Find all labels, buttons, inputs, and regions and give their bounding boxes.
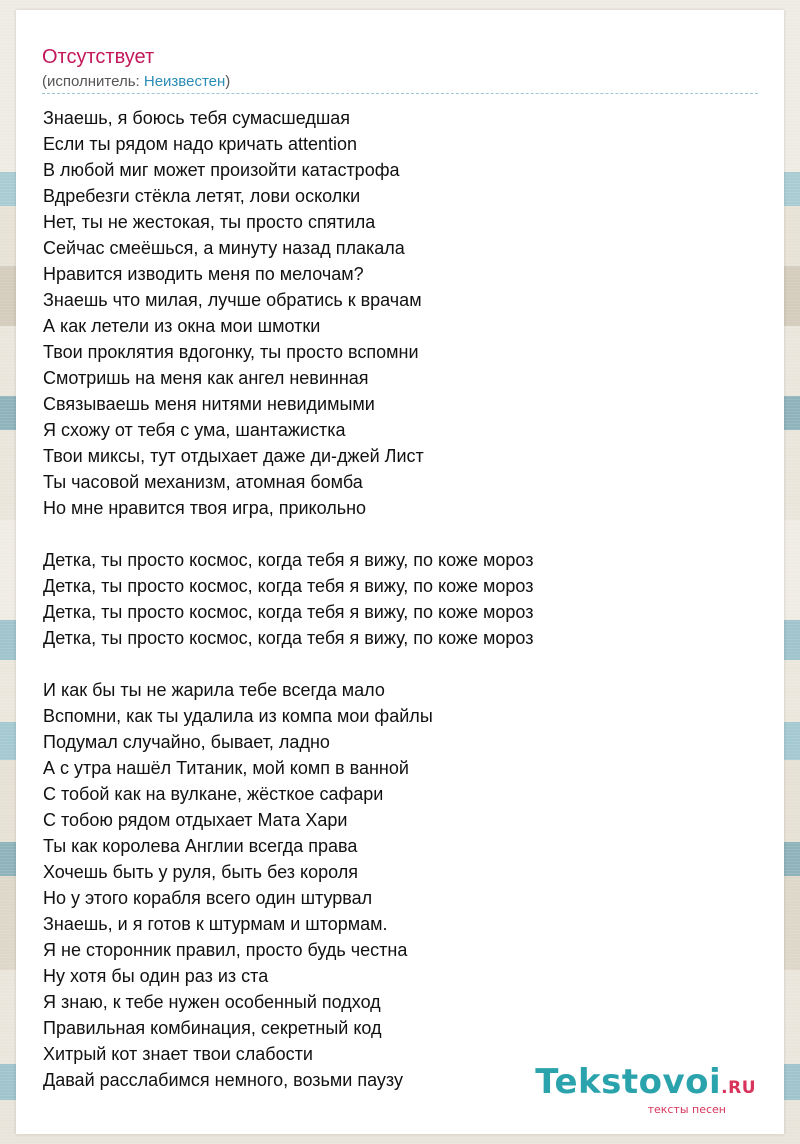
lyrics-blank-line <box>43 651 533 677</box>
lyrics-line: А с утра нашёл Титаник, мой комп в ванной <box>43 758 409 778</box>
lyrics-line: Нравится изводить меня по мелочам? <box>43 264 364 284</box>
lyrics-line: Вдребезги стёкла летят, лови осколки <box>43 186 361 206</box>
lyrics-line: Детка, ты просто космос, когда тебя я вижу, по коже мороз <box>43 628 534 648</box>
lyrics-line: Сейчас смеёшься, а минуту назад плакала <box>43 238 405 258</box>
lyrics-line: Я знаю, к тебе нужен особенный подход <box>43 992 381 1012</box>
lyrics-line: Детка, ты просто космос, когда тебя я вижу, по коже мороз <box>43 576 534 596</box>
lyrics-line: Связываешь меня нитями невидимыми <box>43 394 375 414</box>
lyrics-text <box>43 105 533 1093</box>
song-title: Отсутствует <box>42 46 155 68</box>
title-divider <box>42 93 758 94</box>
lyrics-line: Знаешь что милая, лучше обратись к врачам <box>43 290 422 310</box>
lyrics-line: Но у этого корабля всего один штурвал <box>43 888 373 908</box>
lyrics-line: Смотришь на меня как ангел невинная <box>43 368 369 388</box>
lyrics-line: Знаешь, и я готов к штурмам и штормам. <box>43 914 388 934</box>
lyrics-line: Твои проклятия вдогонку, ты просто вспомни <box>43 342 419 362</box>
lyrics-line: Вспомни, как ты удалила из компа мои файлы <box>43 706 433 726</box>
lyrics-line: Твои миксы, тут отдыхает даже ди-джей Лист <box>43 446 424 466</box>
lyrics-line: И как бы ты не жарила тебе всегда мало <box>43 680 385 700</box>
lyrics-line: Правильная комбинация, секретный код <box>43 1018 382 1038</box>
lyrics-line: Если ты рядом надо кричать attention <box>43 134 358 154</box>
lyrics-line: Нет, ты не жестокая, ты просто спятила <box>43 212 376 232</box>
logo-wordmark <box>535 1062 756 1105</box>
artist-line <box>42 73 230 91</box>
lyrics-line: Ты часовой механизм, атомная бомба <box>43 472 363 492</box>
lyrics-line: Ну хотя бы один раз из ста <box>43 966 269 986</box>
lyrics-line: Хочешь быть у руля, быть без короля <box>43 862 358 882</box>
site-logo[interactable] <box>535 1062 756 1116</box>
lyrics-line: С тобою рядом отдыхает Мата Хари <box>43 810 348 830</box>
logo-name: Tekstovoi <box>535 1062 722 1102</box>
lyrics-line: Знаешь, я боюсь тебя сумасшедшая <box>43 108 351 128</box>
artist-prefix: (исполнитель: <box>42 73 144 90</box>
logo-tagline: тексты песен <box>647 1103 726 1116</box>
lyrics-line: С тобой как на вулкане, жёсткое сафари <box>43 784 384 804</box>
lyrics-line: Хитрый кот знает твои слабости <box>43 1044 313 1064</box>
lyrics-page <box>16 10 784 1134</box>
lyrics-line: Я не сторонник правил, просто будь честна <box>43 940 408 960</box>
artist-link[interactable]: Неизвестен <box>143 73 226 90</box>
lyrics-line: Давай расслабимся немного, возьми паузу <box>43 1070 403 1090</box>
lyrics-line: Но мне нравится твоя игра, прикольно <box>43 498 367 518</box>
lyrics-line: Подумал случайно, бывает, ладно <box>43 732 330 752</box>
lyrics-blank-line <box>43 521 533 547</box>
lyrics-line: Я схожу от тебя с ума, шантажистка <box>43 420 346 440</box>
artist-suffix: ) <box>225 73 231 90</box>
lyrics-line: Ты как королева Англии всегда права <box>43 836 358 856</box>
logo-tld: .RU <box>721 1078 756 1098</box>
lyrics-line: Детка, ты просто космос, когда тебя я вижу, по коже мороз <box>43 550 534 570</box>
lyrics-line: В любой миг может произойти катастрофа <box>43 160 400 180</box>
lyrics-line: А как летели из окна мои шмотки <box>43 316 321 336</box>
lyrics-line: Детка, ты просто космос, когда тебя я вижу, по коже мороз <box>43 602 534 622</box>
